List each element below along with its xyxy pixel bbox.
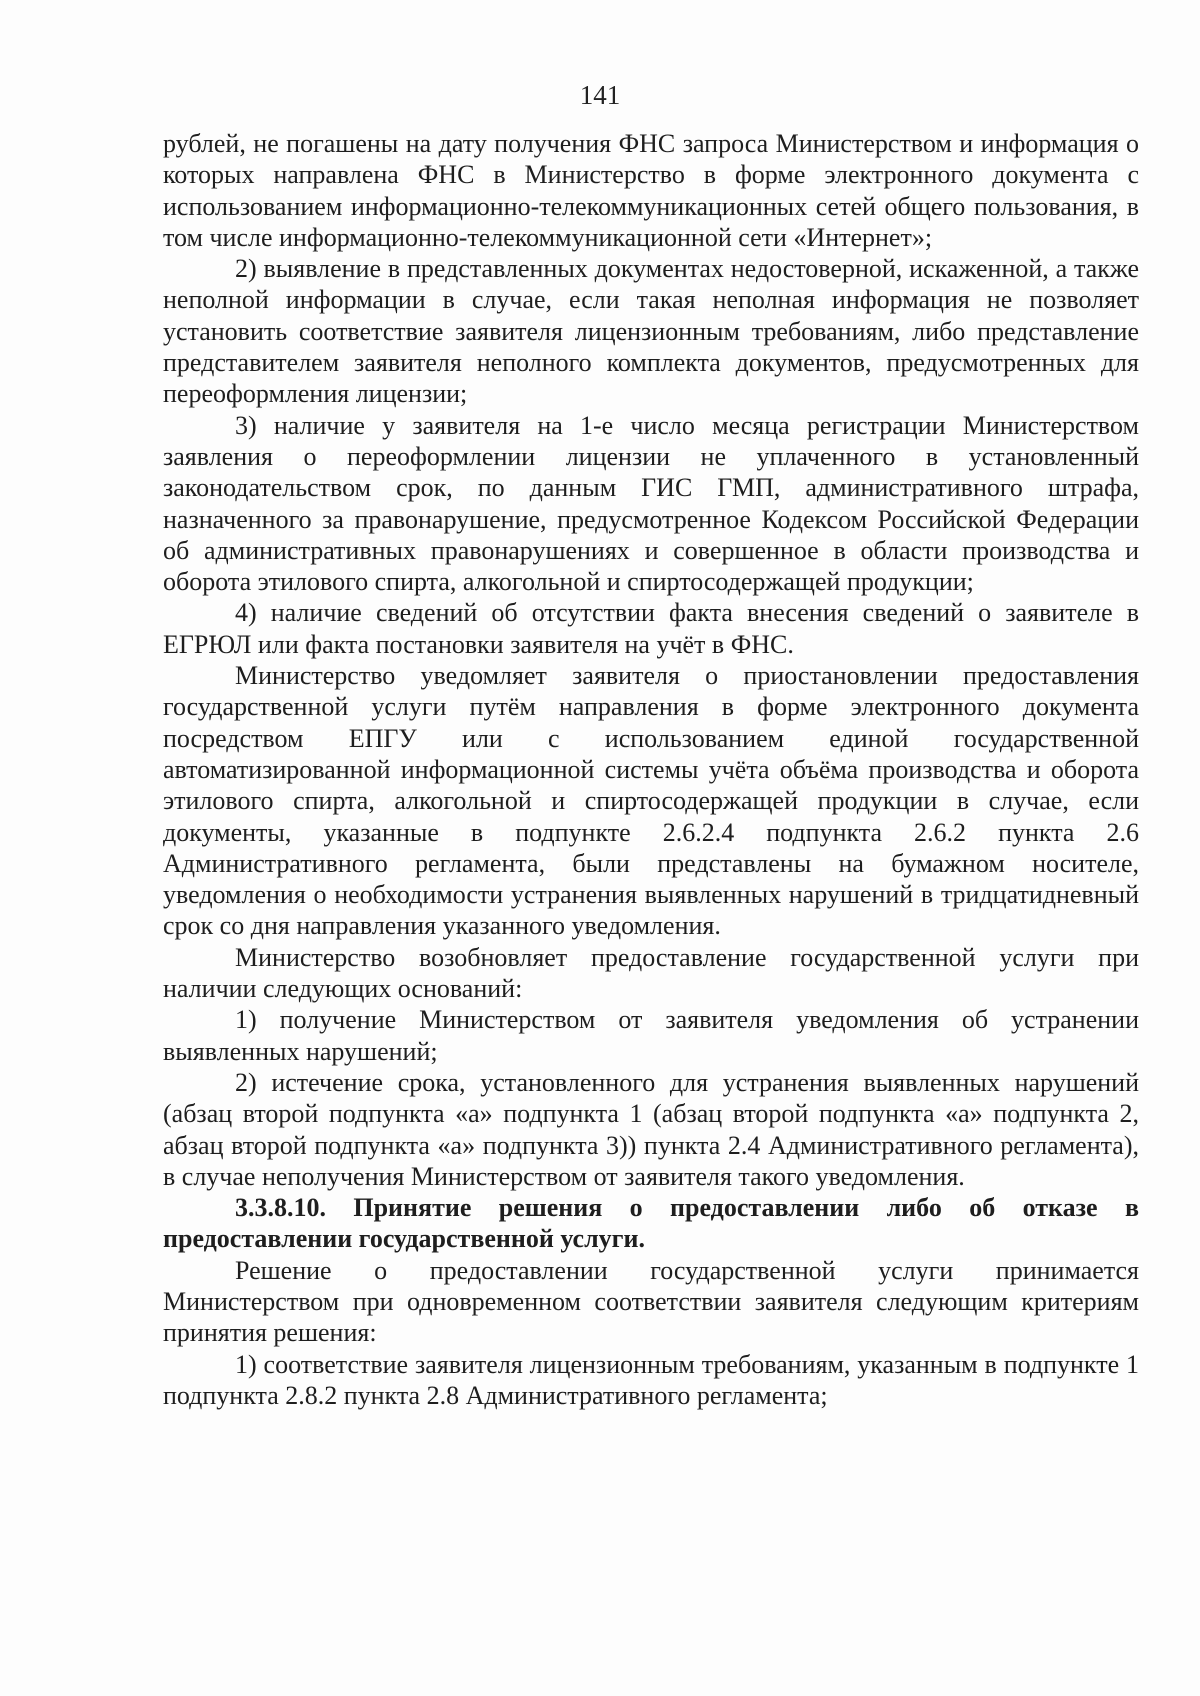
page-number: 141 (579, 80, 621, 110)
section-heading: 3.3.8.10. Принятие решения о предоставлении либо об отказе в предоставлении государственной услуги. (163, 1193, 1139, 1254)
paragraph-continuation: рублей, не погашены на дату получения ФНС запроса Министерством и информация о которых направлена ФНС в Министерство в форме электронного документа с использованием информационно-телекоммуникационных сетей общего пользования, в том числе информационно-телекоммуникационной сети «Интернет»; (163, 129, 1139, 252)
paragraph-suspension-notice: Министерство уведомляет заявителя о приостановлении предоставления государственной услуги путём направления в форме электронного документа посредством ЕПГУ или с использованием единой государственной автоматизированной информационной системы учёта объёма производства и оборота этилового спирта, алкогольной и спиртосодержащей продукции в случае, если документы, указанные в подпункте 2.6.2.4 подпункта 2.6.2 пункта 2.6 Административного регламента, были представлены на бумажном носителе, уведомления о необходимости устранения выявленных нарушений в тридцатидневный срок со дня направления указанного уведомления. (163, 661, 1139, 941)
paragraph-item-4: 4) наличие сведений об отсутствии факта внесения сведений о заявителе в ЕГРЮЛ или факта постановки заявителя на учёт в ФНС. (163, 598, 1139, 659)
paragraph-resumption-item-2: 2) истечение срока, установленного для устранения выявленных нарушений (абзац второй подпункта «а» подпункта 1 (абзац второй подпункта «а» подпункта 2, абзац второй подпункта «а» подпункта 3)) пункта 2.4 Административного регламента), в случае неполучения Министерством от заявителя такого уведомления. (163, 1067, 1139, 1191)
paragraph-resumption-item-1: 1) получение Министерством от заявителя уведомления об устранении выявленных нарушений; (163, 1005, 1139, 1066)
paragraph-item-3: 3) наличие у заявителя на 1-е число месяца регистрации Министерством заявления о переоформлении лицензии не уплаченного в установленный законодательством срок, по данным ГИС ГМП, административного штрафа, назначенного за правонарушение, предусмотренное Кодексом Российской Федерации об административных правонарушениях и совершенное в области производства и оборота этилового спирта, алкогольной и спиртосодержащей продукции; (163, 410, 1139, 597)
document-body (163, 128, 1139, 1411)
paragraph-item-2: 2) выявление в представленных документах недостоверной, искаженной, а также неполной информации в случае, если такая неполная информация не позволяет установить соответствие заявителя лицензионным требованиям, либо представление представителем заявителя неполного комплекта документов, предусмотренных для переоформления лицензии; (163, 254, 1139, 409)
paragraph-criteria-item-1: 1) соответствие заявителя лицензионным требованиям, указанным в подпункте 1 подпункта 2.8.2 пункта 2.8 Административного регламента; (163, 1349, 1139, 1410)
paragraph-decision: Решение о предоставлении государственной услуги принимается Министерством при одновременном соответствии заявителя следующим критериям принятия решения: (163, 1255, 1139, 1348)
paragraph-resumption: Министерство возобновляет предоставление государственной услуги при наличии следующих оснований: (163, 942, 1139, 1004)
